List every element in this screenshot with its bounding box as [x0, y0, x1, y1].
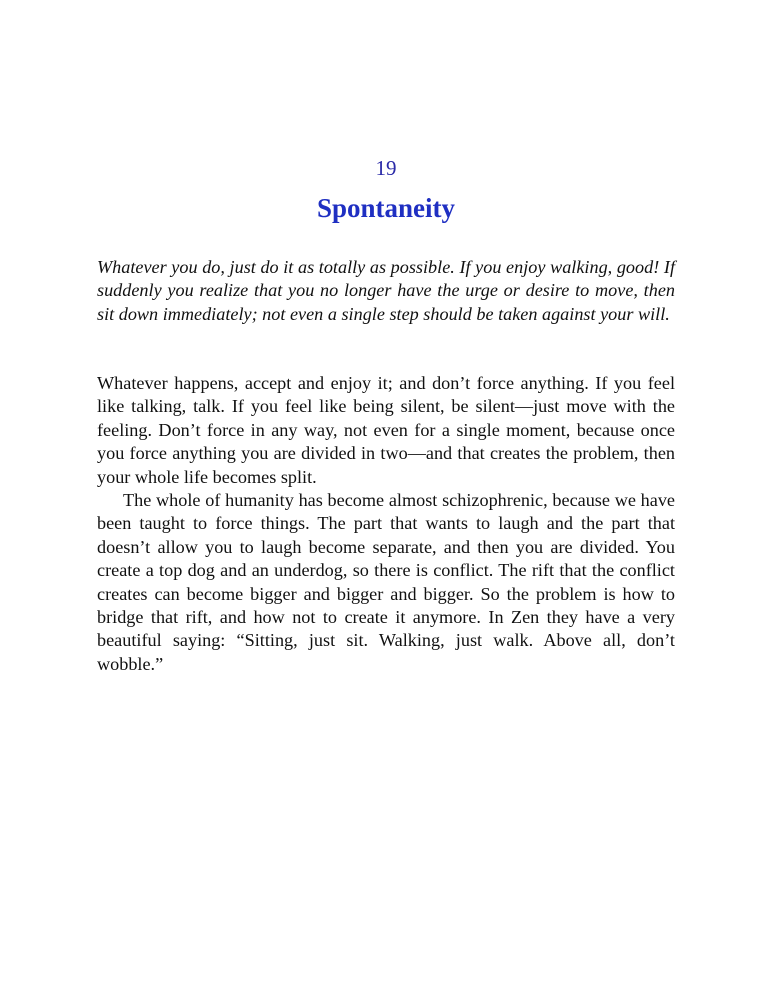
epigraph-quote: Whatever you do, just do it as totally as possible. If you enjoy walking, good! If suddenly you realize that you no longer have the urge or desire to move, then sit down immediately; not even a single step should be taken against your will. [97, 257, 675, 324]
chapter-title: Spontaneity [316, 193, 456, 223]
chapter-number: 19 [375, 156, 397, 180]
body-paragraph-1: Whatever happens, accept and enjoy it; and don’t force anything. If you feel like talking, talk. If you feel like being silent, be silent—just move with the feeling. Don’t force in any way, not even for a single moment, because once you force anything you are divided in two—and that creates the problem, then your whole life becomes split. [97, 373, 675, 487]
body-paragraph-2: The whole of humanity has become almost schizophrenic, because we have been taught to force things. The part that wants to laugh and the part that doesn’t allow you to laugh become separate, and then you are divided. You create a top dog and an underdog, so there is conflict. The rift that the conflict creates can become bigger and bigger and bigger. So the problem is how to bridge that rift, and how not to create it anymore. In Zen they have a very beautiful saying: “Sitting, just sit. Walking, just walk. Above all, don’t wobble.” [97, 490, 675, 674]
chapter-body [97, 372, 675, 676]
